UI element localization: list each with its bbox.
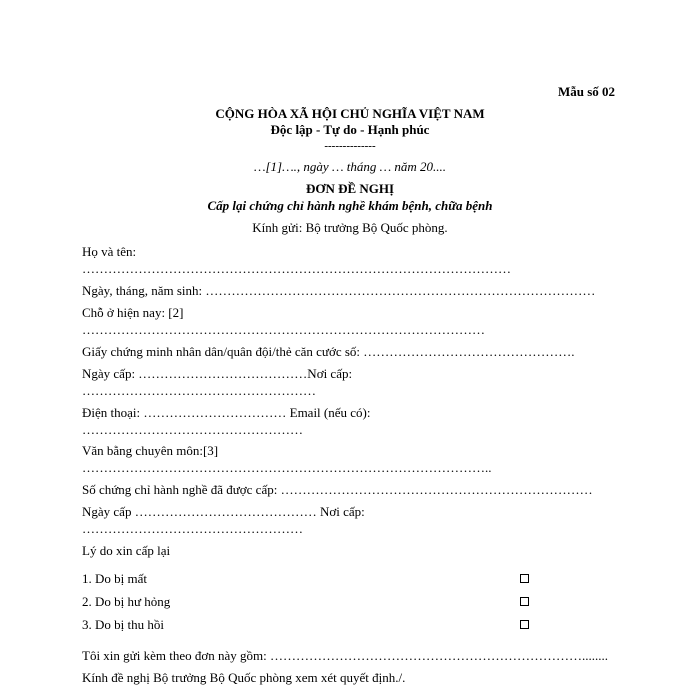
phone-email-line: Điện thoại: …………………………… Email (nếu có): — [82, 405, 371, 420]
reason-item-revoked: 3. Do bị thu hồi — [82, 617, 164, 632]
cert-issue-line: Ngày cấp …………………………………… Nơi cấp: — [82, 504, 365, 519]
motto: Độc lập - Tự do - Hạnh phúc — [270, 122, 430, 137]
place-date: …[1]…., ngày … tháng … năm 20.... — [253, 159, 447, 174]
degree-dots: ………………………………………………………………………………….. — [82, 460, 492, 475]
cert-number-line: Số chứng chỉ hành nghề đã được cấp: ……………………………………………………………… — [82, 482, 593, 497]
dob-line: Ngày, tháng, năm sinh: ……………………………………………………………………………… — [82, 283, 596, 298]
request-line: Kính đề nghị Bộ trưởng Bộ Quốc phòng xem xét quyết định./. — [82, 670, 406, 685]
id-card-line: Giấy chứng minh nhân dân/quân đội/thẻ căn cước số: …………………………………………. — [82, 344, 575, 359]
full-name-label: Họ và tên: — [82, 244, 137, 259]
address-label: Chỗ ở hiện nay: [2] — [82, 305, 184, 320]
cert-issue-place-dots: …………………………………………… — [82, 521, 303, 536]
addressee: Kính gửi: Bộ trưởng Bộ Quốc phòng. — [252, 220, 448, 235]
republic-heading: CỘNG HÒA XÃ HỘI CHỦ NGHĨA VIỆT NAM — [215, 106, 485, 121]
reason-item-damaged: 2. Do bị hư hỏng — [82, 594, 171, 609]
reasons-heading: Lý do xin cấp lại — [82, 543, 171, 558]
degree-label: Văn bằng chuyên môn:[3] — [82, 443, 219, 458]
id-issue-place-dots: ……………………………………………… — [82, 383, 316, 398]
document-subtitle: Cấp lại chứng chỉ hành nghề khám bệnh, chữa bệnh — [207, 198, 493, 213]
id-issue-line: Ngày cấp: …………………………………Nơi cấp: — [82, 366, 353, 381]
reason-revoked-checkbox[interactable] — [520, 620, 529, 629]
email-dots: …………………………………………… — [82, 422, 303, 437]
header-divider: -------------- — [324, 140, 376, 152]
full-name-dots: ……………………………………………………………………………………… — [82, 261, 511, 276]
reason-damaged-checkbox[interactable] — [520, 597, 529, 606]
address-dots: ………………………………………………………………………………… — [82, 322, 485, 337]
reason-lost-checkbox[interactable] — [520, 574, 529, 583]
reason-item-lost: 1. Do bị mất — [82, 571, 147, 586]
document-title: ĐƠN ĐỀ NGHỊ — [305, 181, 395, 196]
form-number: Mẫu số 02 — [558, 84, 616, 99]
attachments-line: Tôi xin gửi kèm theo đơn này gồm: ………………………………………………………………........ — [82, 648, 608, 663]
